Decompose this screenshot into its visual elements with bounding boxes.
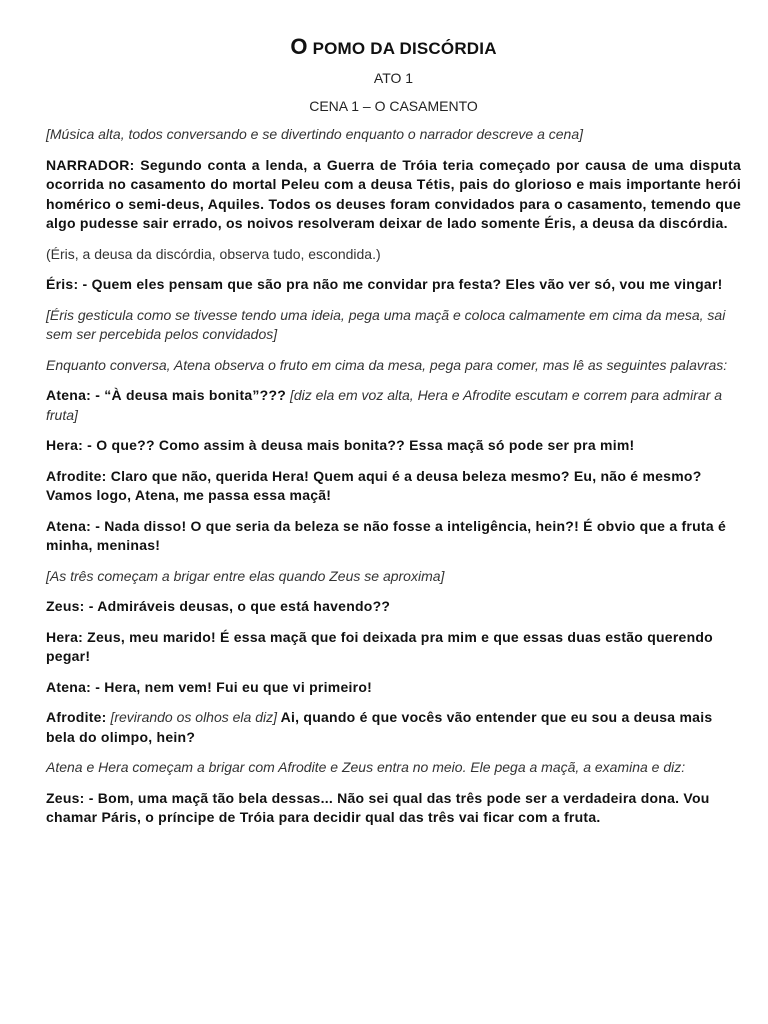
zeus-line-1: Zeus: - Admiráveis deusas, o que está havendo?? <box>46 598 391 614</box>
afrodite-speaker-2: Afrodite: <box>46 709 107 725</box>
script-page <box>46 34 741 839</box>
narrator-text: Segundo conta a lenda, a Guerra de Tróia teria começado por causa de uma disputa ocorrida no casamento do mortal Peleu com a deusa Tétis, pais do glorioso e mais importante herói homérico o semi-deus, Aquiles. Todos os deuses foram convidados para o casamento, temendo que algo pudesse sair errado, os noivos resolveram deixar de lado somente Éris, a deusa da discórdia. <box>46 156 741 231</box>
scene-heading: CENA 1 – O CASAMENTO <box>309 98 478 114</box>
atena-speaker-1: Atena: - “À deusa mais bonita”??? <box>46 387 287 403</box>
afrodite-stage-2: [revirando os olhos ela diz] <box>106 709 278 725</box>
stage-direction-fight: [As três começam a brigar entre elas quando Zeus se aproxima] <box>46 567 445 584</box>
page-title <box>46 34 741 60</box>
afrodite-text-2: Ai, quando é que vocês vão entender que eu sou a deusa mais bela do olimpo, hein? <box>46 709 713 745</box>
afrodite-line-1: Afrodite: Claro que não, querida Hera! Quem aqui é a deusa beleza mesmo? Eu, não é mesmo? Vamos logo, Atena, me passa essa maçã! <box>46 467 702 503</box>
atena-line-3: Atena: - Hera, nem vem! Fui eu que vi primeiro! <box>46 678 373 695</box>
stage-direction-music: [Música alta, todos conversando e se divertindo enquanto o narrador descreve a cena] <box>46 126 583 142</box>
atena-stage-1: [diz ela em voz alta, Hera e Afrodite escutam e correm para admirar a fruta] <box>46 387 723 423</box>
eris-line <box>46 275 741 295</box>
eris-speaker: Éris: - <box>46 276 88 292</box>
eris-text: Quem eles pensam que são pra não me convidar pra festa? Eles vão ver só, vou me vingar! <box>87 276 723 292</box>
stage-direction-eris: [Éris gesticula como se tivesse tendo uma ideia, pega uma maçã e coloca calmamente em cima da mesa, sai sem ser percebida pelos convidados] <box>46 306 726 342</box>
hera-line-1: Hera: - O que?? Como assim à deusa mais bonita?? Essa maçã só pode ser pra mim! <box>46 437 635 453</box>
stage-direction-zeus: Atena e Hera começam a brigar com Afrodite e Zeus entra no meio. Ele pega a maçã, a examina e diz: <box>46 759 686 775</box>
zeus-line-2: Zeus: - Bom, uma maçã tão bela dessas... Não sei qual das três pode ser a verdadeira dona. Vou chamar Páris, o príncipe de Tróia para decidir qual das três vai ficar com a fruta. <box>46 789 710 825</box>
eris-observes: (Éris, a deusa da discórdia, observa tudo, escondida.) <box>46 245 381 262</box>
afrodite-line-2 <box>46 708 741 747</box>
hera-line-2: Hera: Zeus, meu marido! É essa maçã que foi deixada pra mim e que essas duas estão querendo pegar! <box>46 628 713 664</box>
narrator-line <box>46 156 741 234</box>
title-rest: POMO DA DISCÓRDIA <box>307 39 497 58</box>
title-first-letter: O <box>290 34 308 59</box>
atena-line-2: Atena: - Nada disso! O que seria da beleza se não fosse a inteligência, hein?! É obvio que a fruta é minha, meninas! <box>46 517 727 553</box>
act-heading: ATO 1 <box>373 70 414 86</box>
narrator-speaker: NARRADOR: <box>46 156 135 173</box>
stage-direction-atena: Enquanto conversa, Atena observa o fruto em cima da mesa, pega para comer, mas lê as seguintes palavras: <box>46 356 728 373</box>
atena-line-1 <box>46 386 741 425</box>
